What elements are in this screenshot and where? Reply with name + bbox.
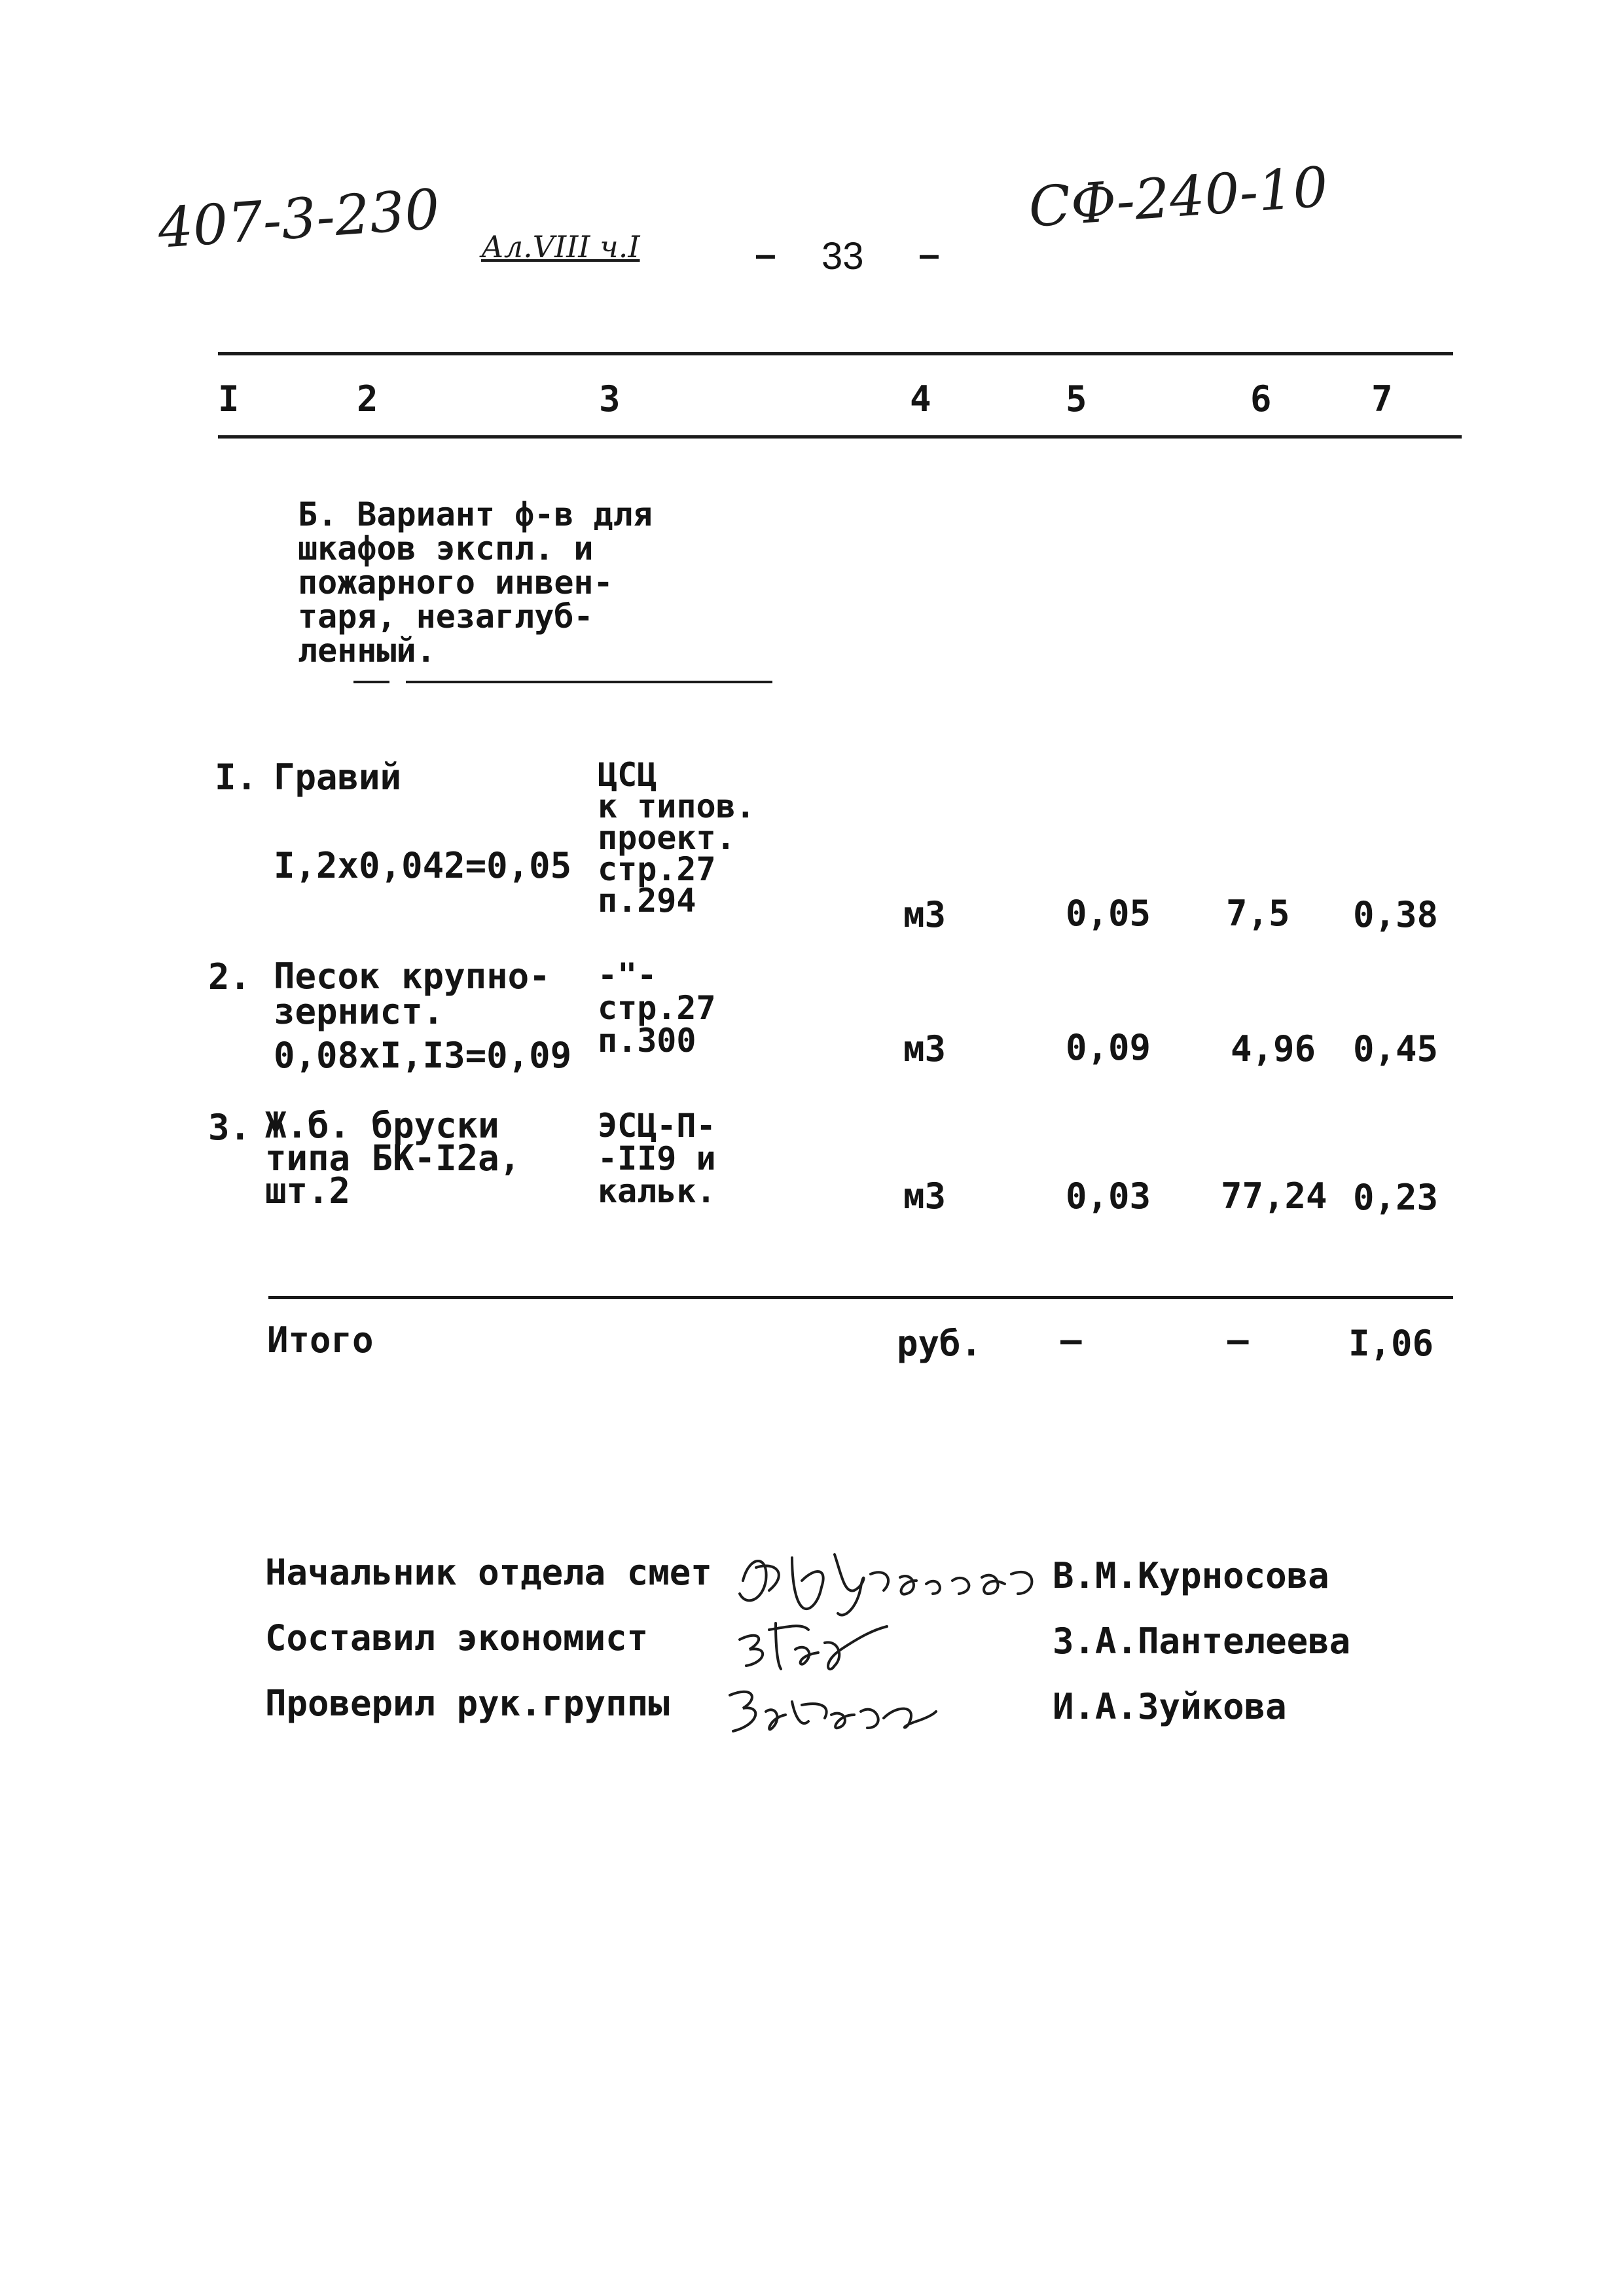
total-unit: руб. bbox=[897, 1323, 983, 1364]
quantity: 0,05 bbox=[1066, 893, 1151, 934]
quantity-calculation: 0,08xI,I3=0,09 bbox=[274, 1035, 572, 1076]
row-number: 2. bbox=[208, 956, 251, 997]
quantity: 0,09 bbox=[1066, 1027, 1151, 1068]
unit-price: 77,24 bbox=[1221, 1175, 1327, 1217]
page-dash-left: – bbox=[756, 237, 775, 274]
column-header: 2 bbox=[357, 378, 378, 420]
table-top-rule bbox=[218, 352, 1453, 355]
total-label: Итого bbox=[267, 1319, 374, 1361]
column-header: 6 bbox=[1250, 378, 1272, 420]
total-qty-dash: – bbox=[1060, 1319, 1082, 1361]
price-source: ЭСЦ-П- -II9 и кальк. bbox=[598, 1107, 716, 1210]
unit-price: 7,5 bbox=[1226, 893, 1290, 934]
signatory-name: В.М.Курносова bbox=[1053, 1555, 1329, 1596]
material-name: Песок крупно- зернист. bbox=[274, 956, 550, 1032]
quantity-calculation: I,2x0,042=0,05 bbox=[274, 845, 572, 886]
document-code: 407-3-230 bbox=[156, 177, 442, 260]
column-header: 3 bbox=[599, 378, 621, 420]
totals-rule bbox=[268, 1296, 1453, 1299]
unit: м3 bbox=[903, 894, 947, 935]
price-source: ЦСЦ к типов. проект. стр.27 п.294 bbox=[598, 756, 755, 920]
column-header: 5 bbox=[1066, 378, 1087, 420]
unit: м3 bbox=[903, 1175, 947, 1217]
signatory-name: З.А.Пантелеева bbox=[1053, 1621, 1351, 1662]
handwritten-signature bbox=[720, 1666, 943, 1744]
column-header: I bbox=[218, 378, 240, 420]
column-header: 4 bbox=[910, 378, 931, 420]
table-header-rule bbox=[218, 435, 1462, 439]
quantity: 0,03 bbox=[1066, 1175, 1151, 1217]
section-title-underline bbox=[406, 681, 772, 683]
unit-price: 4,96 bbox=[1231, 1028, 1316, 1069]
price-source: -"- стр.27 п.300 bbox=[598, 956, 716, 1060]
section-title: Б. Вариант ф-в для шкафов экспл. и пожарного инвен- таря, незаглуб- ленный. bbox=[298, 495, 653, 670]
material-name: Гравий bbox=[274, 757, 402, 798]
row-total: 0,38 bbox=[1353, 894, 1439, 935]
page-dash-right: – bbox=[920, 237, 939, 274]
grand-total: I,06 bbox=[1348, 1323, 1434, 1364]
series-code: СФ-240-10 bbox=[1026, 154, 1330, 240]
total-price-dash: – bbox=[1227, 1319, 1249, 1361]
material-name: Ж.б. бруски типа БК-I2а, шт.2 bbox=[265, 1105, 521, 1211]
signatory-role: Проверил рук.группы bbox=[265, 1683, 670, 1724]
row-total: 0,45 bbox=[1353, 1028, 1439, 1069]
column-header: 7 bbox=[1371, 378, 1393, 420]
row-total: 0,23 bbox=[1353, 1177, 1439, 1218]
row-number: I. bbox=[215, 757, 258, 798]
section-title-underline bbox=[353, 681, 389, 683]
signatory-name: И.А.Зуйкова bbox=[1053, 1686, 1287, 1727]
page-number: 33 bbox=[821, 235, 864, 278]
signatory-role: Начальник отдела смет bbox=[265, 1552, 712, 1593]
unit: м3 bbox=[903, 1028, 947, 1069]
signatory-role: Составил экономист bbox=[265, 1617, 649, 1659]
row-number: 3. bbox=[208, 1107, 251, 1148]
album-reference: Ал.VIII ч.I bbox=[481, 229, 640, 264]
